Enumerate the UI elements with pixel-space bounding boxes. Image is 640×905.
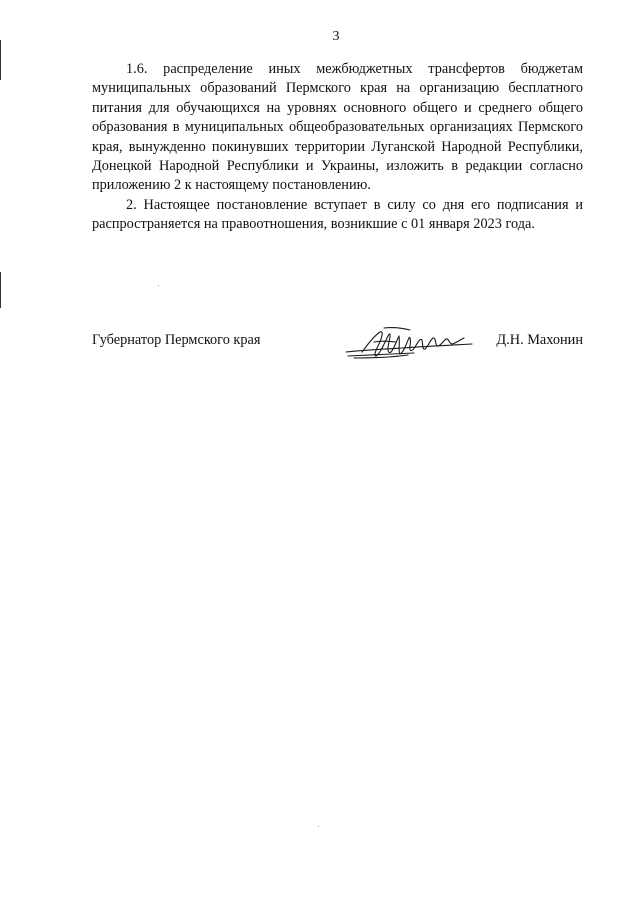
- scan-edge-mark-bottom: [0, 272, 1, 308]
- page-number: 3: [332, 29, 340, 44]
- scan-edge-mark-top: [0, 40, 1, 80]
- document-body: [92, 60, 583, 235]
- signature-block: [92, 322, 583, 372]
- scan-speck: [318, 826, 319, 827]
- scan-speck: [158, 285, 159, 286]
- signatory-name: Д.Н. Махонин: [496, 332, 583, 348]
- paragraph-1-6: 1.6. распределение иных межбюджетных трансфертов бюджетам муниципальных образований Пермского края на организацию бесплатного питания для обучающихся на уровнях основного общего и среднего общего образования в муниципальных общеобразовательных организациях Пермского края, вынужденно покинувших территории Луганской Народной Республики, Донецкой Народной Республики и Украины, изложить в редакции согласно приложению 2 к настоящему постановлению.: [92, 61, 583, 194]
- paragraph-2: 2. Настоящее постановление вступает в силу со дня его подписания и распространяется на правоотношения, возникшие с 01 января 2023 года.: [92, 196, 583, 233]
- signatory-title: Губернатор Пермского края: [92, 332, 261, 348]
- handwritten-signature-image: [344, 322, 474, 366]
